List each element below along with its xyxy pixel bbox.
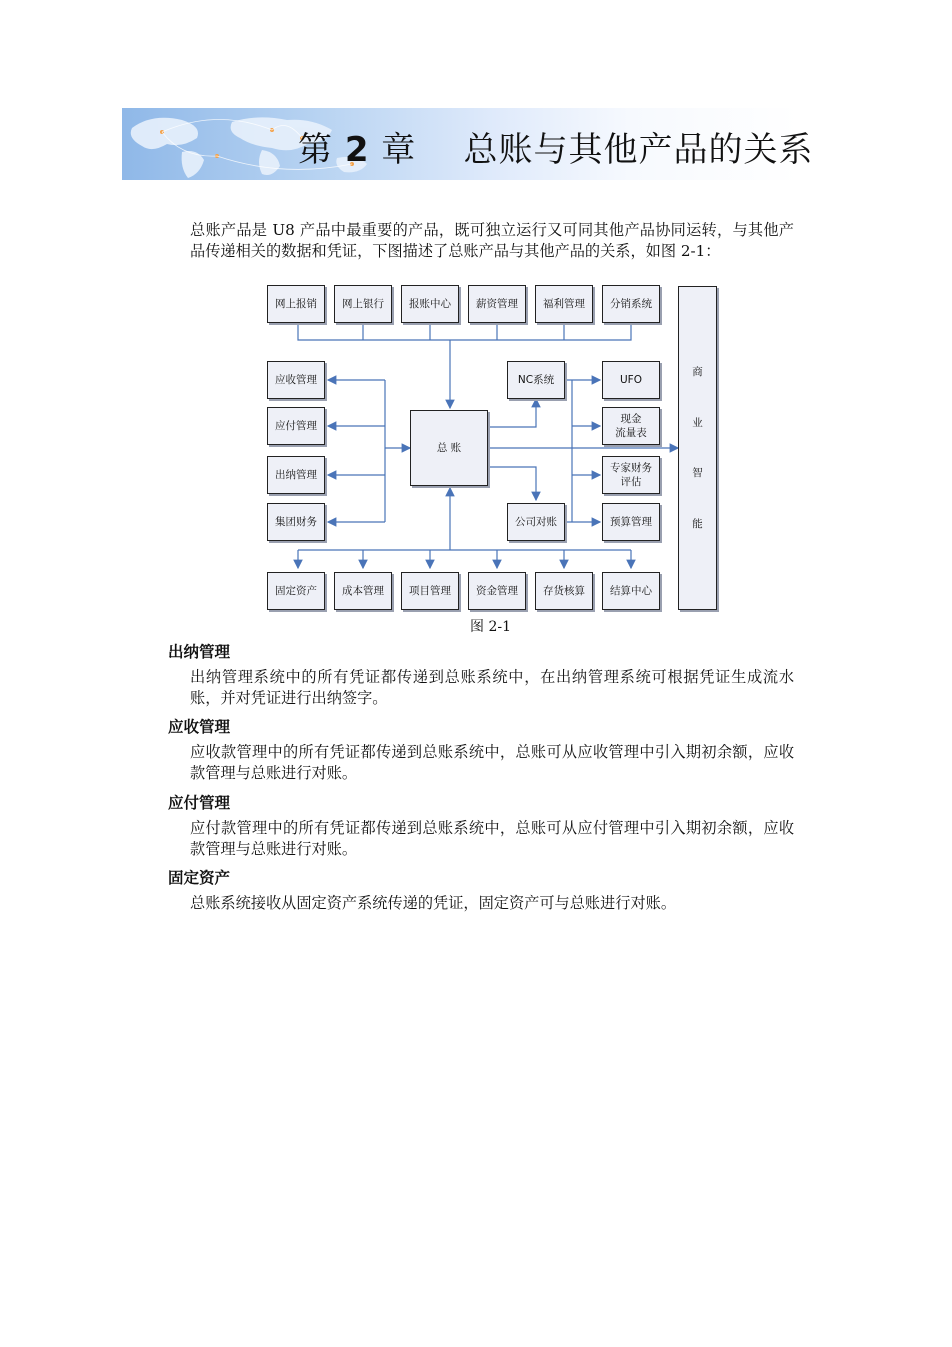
box-budget: 预算管理: [602, 503, 660, 541]
box-fixed-assets: 固定资产: [267, 572, 325, 610]
box-settlement: 结算中心: [602, 572, 660, 610]
heading-payable: 应付管理: [168, 794, 231, 812]
expert-eval-line2: 评估: [620, 476, 642, 488]
box-cashier: 出纳管理: [267, 456, 325, 494]
box-receivable: 应收管理: [267, 361, 325, 399]
bi-char-3: 智: [692, 467, 703, 480]
heading-fixed-assets: 固定资产: [168, 869, 231, 887]
box-nc-system: NC系统: [507, 361, 565, 399]
box-project: 项目管理: [401, 572, 459, 610]
bi-char-4: 能: [692, 517, 703, 530]
intro-paragraph: 总账产品是 U8 产品中最重要的产品，既可独立运行又可同其他产品协同运转，与其他产品传递相关的数据和凭证，下图描述了总账产品与其他产品的关系，如图 2-1：: [190, 221, 794, 260]
box-welfare: 福利管理: [535, 285, 593, 323]
chapter-title-text: 总账与其他产品的关系: [463, 130, 814, 170]
box-company-reconcile: 公司对账: [507, 503, 565, 541]
expert-eval-line1: 专家财务: [610, 462, 652, 474]
chapter-prefix: 第: [298, 130, 333, 170]
text-cashier: 出纳管理系统中的所有凭证都传递到总账系统中，在出纳管理系统可根据凭证生成流水账，并对凭证进行出纳签字。: [190, 668, 794, 707]
relationship-diagram: [262, 282, 722, 618]
box-cost: 成本管理: [334, 572, 392, 610]
box-report-center: 报账中心: [401, 285, 459, 323]
bi-char-2: 业: [692, 416, 703, 429]
chapter-suffix: 章: [381, 130, 417, 170]
text-receivable: 应收款管理中的所有凭证都传递到总账系统中，总账可从应收管理中引入期初余额，应收款管理与总账进行对账。: [190, 743, 794, 782]
box-payroll: 薪资管理: [468, 285, 526, 323]
box-group-finance: 集团财务: [267, 503, 325, 541]
box-business-intelligence: [678, 286, 717, 610]
box-inventory: 存货核算: [535, 572, 593, 610]
box-expert-eval: [602, 456, 660, 494]
box-ufo: UFO: [602, 361, 660, 399]
box-online-bank: 网上银行: [334, 285, 392, 323]
heading-receivable: 应收管理: [168, 718, 231, 736]
chapter-number: 2: [344, 130, 370, 170]
box-general-ledger: 总 账: [410, 410, 488, 486]
figure-caption: 图 2-1: [470, 619, 511, 635]
text-fixed-assets: 总账系统接收从固定资产系统传递的凭证，固定资产可与总账进行对账。: [190, 894, 676, 912]
box-distribution: 分销系统: [602, 285, 660, 323]
text-payable: 应付款管理中的所有凭证都传递到总账系统中，总账可从应付管理中引入期初余额，应收款管理与总账进行对账。: [190, 819, 794, 858]
box-payable: 应付管理: [267, 407, 325, 445]
chapter-title: [298, 122, 814, 171]
box-fund: 资金管理: [468, 572, 526, 610]
cash-flow-line2: 流量表: [615, 427, 647, 439]
bi-char-1: 商: [692, 366, 703, 379]
box-cash-flow: [602, 407, 660, 445]
diagram-connectors: [262, 282, 722, 618]
box-online-expense: 网上报销: [267, 285, 325, 323]
cash-flow-line1: 现金: [620, 413, 642, 425]
heading-cashier: 出纳管理: [168, 643, 231, 661]
